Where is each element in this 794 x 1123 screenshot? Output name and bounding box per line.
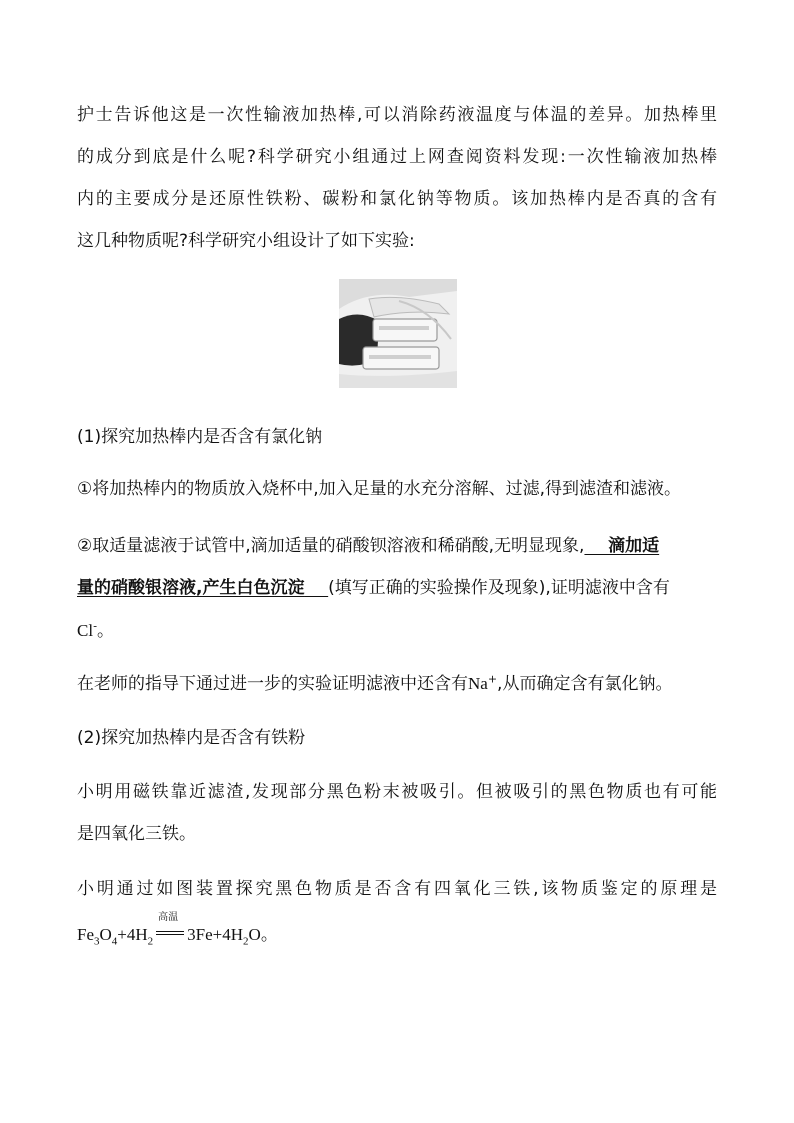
part1-heading: (1)探究加热棒内是否含有氯化钠 xyxy=(77,427,323,447)
ion-chloride-charge: - xyxy=(93,619,98,633)
intro-line-3: 内的主要成分是还原性铁粉、碳粉和氯化钠等物质。该加热棒内是否真的含有 xyxy=(77,189,717,209)
part1-step2-line3 xyxy=(77,616,717,646)
step2-post-text: (填写正确的实验操作及现象),证明滤液中含有 xyxy=(328,578,670,598)
ion-chloride: Cl xyxy=(77,621,94,640)
intro-line-1: 护士告诉他这是一次性输液加热棒,可以消除药液温度与体温的差异。加热棒里 xyxy=(77,105,717,125)
heating-rod-illustration xyxy=(339,279,457,388)
ion-sodium-charge: + xyxy=(487,672,498,686)
part1-step2-line1 xyxy=(77,532,737,561)
intro-line-2: 的成分到底是什么呢?科学研究小组通过上网查阅资料发现:一次性输液加热棒 xyxy=(77,147,717,167)
part1-sodium-line xyxy=(77,669,737,699)
step2-answer-part-a: 滴加适 xyxy=(584,536,660,556)
part2-magnet-line-2: 是四氧化三铁。 xyxy=(77,824,196,844)
part2-heading: (2)探究加热棒内是否含有铁粉 xyxy=(77,728,306,748)
step2-pre-text: ②取适量滤液于试管中,滴加适量的硝酸钡溶液和稀硝酸,无明显现象, xyxy=(77,536,585,556)
step2-answer-blank xyxy=(304,578,328,598)
heating-rod-photo xyxy=(339,279,457,388)
part1-step1: ①将加热棒内的物质放入烧杯中,加入足量的水充分溶解、过滤,得到滤渣和滤液。 xyxy=(77,479,682,499)
intro-line-4: 这几种物质呢?科学研究小组设计了如下实验: xyxy=(77,231,415,251)
part1-step2-line2 xyxy=(77,574,737,603)
sodium-post-text: ,从而确定含有氯化钠。 xyxy=(497,674,673,694)
part2-principle-line: 小明通过如图装置探究黑色物质是否含有四氧化三铁,该物质鉴定的原理是 xyxy=(77,879,717,899)
ion-sodium: Na xyxy=(468,674,488,693)
sodium-pre-text: 在老师的指导下通过进一步的实验证明滤液中还含有 xyxy=(77,674,468,694)
step2-end: 。 xyxy=(97,621,115,641)
part2-magnet-line-1: 小明用磁铁靠近滤渣,发现部分黑色粉末被吸引。但被吸引的黑色物质也有可能 xyxy=(77,782,717,802)
equation-left: $Fe_3O_4+4H_2$ xyxy=(77,925,154,948)
equation-end: 。 xyxy=(260,925,278,944)
equation-right: $3Fe+4H_2O$ xyxy=(187,925,261,948)
reaction-condition xyxy=(156,912,184,941)
chemical-equation xyxy=(77,912,278,950)
condition-label: 高温 xyxy=(158,912,179,924)
step2-answer-part-b: 量的硝酸银溶液,产生白色沉淀 xyxy=(77,578,305,598)
